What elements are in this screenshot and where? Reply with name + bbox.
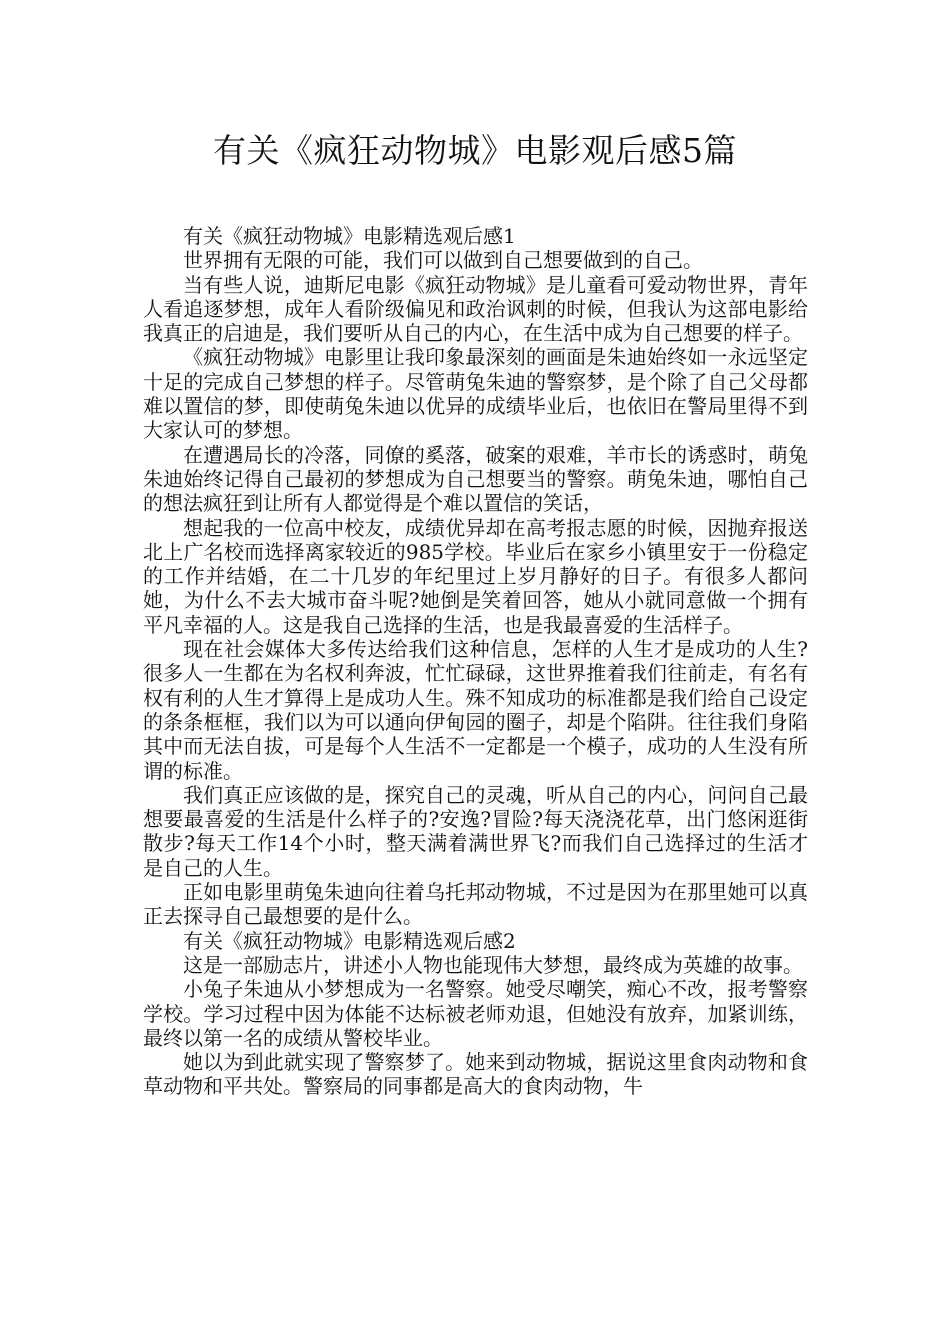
paragraph: 当有些人说，迪斯尼电影《疯狂动物城》是儿童看可爱动物世界，青年人看追逐梦想，成年人看阶级偏见和政治讽刺的时候，但我认为这部电影给我真正的启迪是，我们要听从自己的内心，在生活中成为自己想要的样子。 bbox=[143, 272, 808, 346]
paragraph: 现在社会媒体大多传达给我们这种信息，怎样的人生才是成功的人生?很多人一生都在为名权利奔波，忙忙碌碌，这世界推着我们往前走，有名有权有利的人生才算得上是成功人生。殊不知成功的标准都是我们给自己设定的条条框框，我们以为可以通向伊甸园的圈子，却是个陷阱。往往我们身陷其中而无法自拔，可是每个人生活不一定都是一个模子，成功的人生没有所谓的标准。 bbox=[143, 637, 808, 783]
paragraph: 她以为到此就实现了警察梦了。她来到动物城，据说这里食肉动物和食草动物和平共处。警察局的同事都是高大的食肉动物，牛 bbox=[143, 1050, 808, 1099]
paragraph: 在遭遇局长的冷落，同僚的奚落，破案的艰难，羊市长的诱惑时，萌兔朱迪始终记得自己最初的梦想成为自己想要当的警察。萌兔朱迪，哪怕自己的想法疯狂到让所有人都觉得是个难以置信的笑话， bbox=[143, 442, 808, 516]
section-heading-1: 有关《疯狂动物城》电影精选观后感1 bbox=[183, 224, 516, 248]
paragraph: 小兔子朱迪从小梦想成为一名警察。她受尽嘲笑，痴心不改，报考警察学校。学习过程中因为体能不达标被老师劝退，但她没有放弃，加紧训练，最终以第一名的成绩从警校毕业。 bbox=[143, 977, 808, 1050]
paragraph: 我们真正应该做的是，探究自己的灵魂，听从自己的内心，问问自己最想要最喜爱的生活是什么样子的?安逸?冒险?每天浇浇花草，出门悠闲逛街散步?每天工作14个小时，整天满着满世界飞?而我们自己选择过的生活才是自己的人生。 bbox=[143, 782, 808, 880]
paragraph: 《疯狂动物城》电影里让我印象最深刻的画面是朱迪始终如一永远坚定十足的完成自己梦想的样子。尽管萌兔朱迪的警察梦，是个除了自己父母都难以置信的梦，即使萌兔朱迪以优异的成绩毕业后，也依旧在警局里得不到大家认可的梦想。 bbox=[143, 345, 808, 443]
document-body bbox=[143, 224, 808, 1099]
paragraph: 这是一部励志片，讲述小人物也能现伟大梦想，最终成为英雄的故事。 bbox=[183, 952, 803, 977]
document-title: 有关《疯狂动物城》电影观后感5篇 bbox=[213, 131, 737, 170]
section-heading-2: 有关《疯狂动物城》电影精选观后感2 bbox=[183, 928, 516, 953]
paragraph: 世界拥有无限的可能，我们可以做到自己想要做到的自己。 bbox=[183, 248, 703, 273]
paragraph: 想起我的一位高中校友，成绩优异却在高考报志愿的时候，因抛弃报送北上广名校而选择离家较近的985学校。毕业后在家乡小镇里安于一份稳定的工作并结婚，在二十几岁的年纪里过上岁月静好的日子。有很多人都问她，为什么不去大城市奋斗呢?她倒是笑着回答，她从小就同意做一个拥有平凡幸福的人。这是我自己选择的生活，也是我最喜爱的生活样子。 bbox=[143, 515, 808, 637]
paragraph: 正如电影里萌兔朱迪向往着乌托邦动物城，不过是因为在那里她可以真正去探寻自己最想要的是什么。 bbox=[143, 880, 808, 929]
